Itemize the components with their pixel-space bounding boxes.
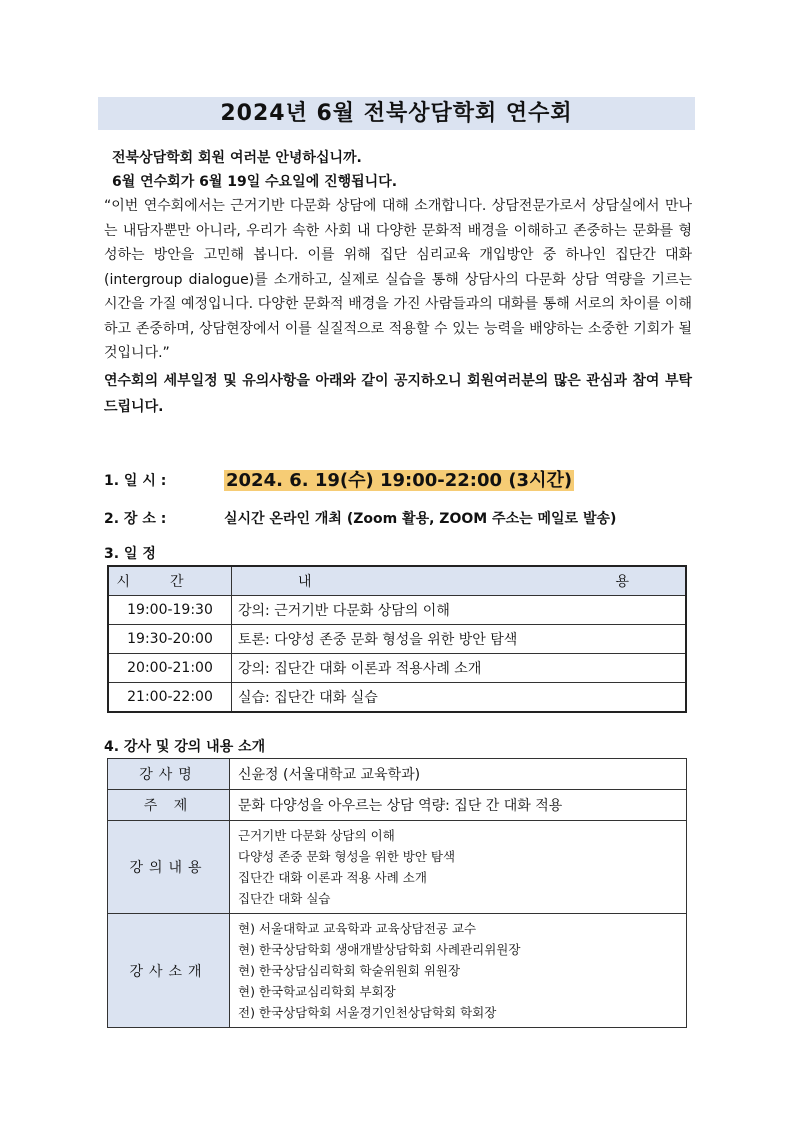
datetime-row <box>104 468 692 492</box>
announcement: 6월 연수회가 6월 19일 수요일에 진행됩니다. <box>112 174 398 190</box>
schedule-time: 19:00-19:30 <box>108 596 232 625</box>
schedule-row <box>108 654 686 683</box>
schedule-content: 강의: 근거기반 다문화 상담의 이해 <box>232 596 687 625</box>
schedule-time: 19:30-20:00 <box>108 625 232 654</box>
greeting: 전북상담학회 회원 여러분 안녕하십니까. <box>112 150 362 166</box>
schedule-row <box>108 596 686 625</box>
bio-list <box>230 914 687 1028</box>
instructor-row <box>108 759 687 790</box>
schedule-header-content-a: 내 <box>298 574 312 590</box>
closing-paragraph: 연수회의 세부일정 및 유의사항을 아래와 같이 공지하오니 회원여러분의 많은 관심과 참여 부탁드립니다. <box>104 372 692 415</box>
bio-item: 현) 서울대학교 교육학과 교육상담전공 교수 <box>238 921 477 936</box>
content-label: 강의내용 <box>108 821 230 914</box>
topic-label: 주 제 <box>108 790 230 821</box>
bio-item: 전) 한국상담학회 서울경기인천상담학회 학회장 <box>238 1005 497 1020</box>
schedule-row <box>108 625 686 654</box>
bio-row <box>108 914 687 1028</box>
datetime-value <box>224 466 574 492</box>
schedule-row <box>108 683 686 713</box>
topic-row <box>108 790 687 821</box>
bio-item: 현) 한국상담학회 생애개발상담학회 사례관리위원장 <box>238 942 521 957</box>
instructor-value: 신윤정 (서울대학교 교육학과) <box>230 759 687 790</box>
schedule-header-time: 시간 <box>108 566 232 596</box>
document-title: 2024년 6월 전북상담학회 연수회 <box>98 97 695 130</box>
place-value: 실시간 온라인 개최 (Zoom 활용, ZOOM 주소는 메일로 발송) <box>224 511 617 527</box>
schedule-header-content-b: 용 <box>615 574 629 590</box>
content-item: 집단간 대화 실습 <box>238 891 331 906</box>
bio-label: 강사소개 <box>108 914 230 1028</box>
place-row <box>104 508 692 530</box>
schedule-section-title: 3. 일 정 <box>104 546 156 562</box>
schedule-content: 토론: 다양성 존중 문화 형성을 위한 방안 탐색 <box>232 625 687 654</box>
datetime-label: 1. 일 시 : <box>104 473 167 489</box>
content-item: 다양성 존중 문화 형성을 위한 방안 탐색 <box>238 849 456 864</box>
topic-value: 문화 다양성을 아우르는 상담 역량: 집단 간 대화 적용 <box>230 790 687 821</box>
place-label: 2. 장 소 : <box>104 511 167 527</box>
intro-quote: “이번 연수회에서는 근거기반 다문화 상담에 대해 소개합니다. 상담전문가로서 상담실에서 만나는 내담자뿐만 아니라, 우리가 속한 사회 내 다양한 문화적 배경을 이해하고 존중하는 문화를 형성하는 방안을 고민해 봅니다. 이를 위해 집단 심리교육 개입방안 중 하나인 집단간 대화(intergroup dialogue)를 소개하고, 실제로 실습을 통해 상담사의 다문화 상담 역량을 기르는 시간을 가질 예정입니다. 다양한 문화적 배경을 가진 사람들과의 대화를 통해 서로의 차이를 이해하고 존중하며, 상담현장에서 이를 실질적으로 적용할 수 있는 능력을 배양하는 소중한 기회가 될 것입니다.” <box>104 198 692 361</box>
content-item: 근거기반 다문화 상담의 이해 <box>238 828 395 843</box>
content-row <box>108 821 687 914</box>
content-item: 집단간 대화 이론과 적용 사례 소개 <box>238 870 427 885</box>
intro-section <box>104 146 692 420</box>
schedule-table <box>107 565 687 713</box>
schedule-time: 20:00-21:00 <box>108 654 232 683</box>
lecture-section-title: 4. 강사 및 강의 내용 소개 <box>104 739 266 755</box>
schedule-header-row <box>108 566 686 596</box>
bio-item: 현) 한국상담심리학회 학술위원회 위원장 <box>238 963 461 978</box>
bio-item: 현) 한국학교심리학회 부회장 <box>238 984 396 999</box>
schedule-content: 실습: 집단간 대화 실습 <box>232 683 687 713</box>
schedule-content: 강의: 집단간 대화 이론과 적용사례 소개 <box>232 654 687 683</box>
datetime-highlight: 2024. 6. 19(수) 19:00-22:00 (3시간) <box>226 470 573 491</box>
schedule-time: 21:00-22:00 <box>108 683 232 713</box>
schedule-header-content <box>232 566 687 596</box>
lecture-table <box>107 758 687 1028</box>
content-list <box>230 821 687 914</box>
instructor-label: 강사명 <box>108 759 230 790</box>
